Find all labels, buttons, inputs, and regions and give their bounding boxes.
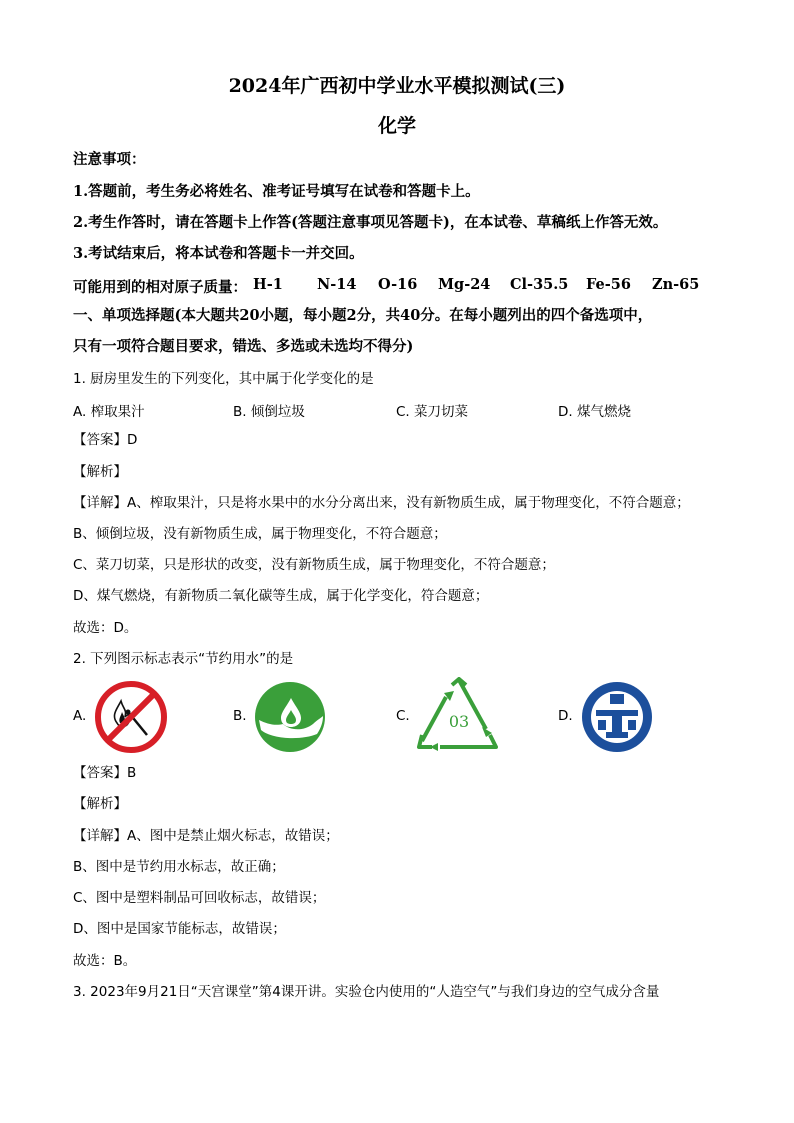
q2-option-a: A. — [73, 708, 87, 724]
q2-analysis-heading: 【解析】 — [73, 796, 127, 812]
water-saving-icon — [253, 680, 327, 754]
q2-stem: 2. 下列图示标志表示“节约用水”的是 — [73, 651, 294, 667]
q1-conclusion: 故选：D。 — [73, 620, 138, 636]
q1-detail-2: B、倾倒垃圾，没有新物质生成，属于物理变化，不符合题意； — [73, 526, 447, 542]
q2-detail-1: 【详解】A、图中是禁止烟火标志，故错误； — [73, 828, 339, 844]
energy-saving-icon — [580, 680, 654, 754]
q1-option-b: B. 倾倒垃圾 — [233, 404, 305, 420]
q1-detail-3: C、菜刀切菜，只是形状的改变，没有新物质生成，属于物理变化，不符合题意； — [73, 557, 555, 573]
q1-option-c: C. 菜刀切菜 — [396, 404, 469, 420]
notice-item-1: 1.答题前，考生务必将姓名、准考证号填写在试卷和答题卡上。 — [73, 183, 480, 200]
atomic-mass-zn: Zn-65 — [652, 276, 700, 293]
q1-detail-4: D、煤气燃烧，有新物质二氧化碳等生成，属于化学变化，符合题意； — [73, 588, 489, 604]
q2-detail-4: D、图中是国家节能标志，故错误； — [73, 921, 286, 937]
q3-stem: 3. 2023年9月21日“天宫课堂”第4课开讲。实验仓内使用的“人造空气”与我们身边的空气成分含量 — [73, 984, 660, 1000]
exam-title: 2024年广西初中学业水平模拟测试(三) — [228, 75, 566, 97]
section-heading-line1: 一、单项选择题(本大题共20小题，每小题2分，共40分。在每小题列出的四个备选项中， — [73, 307, 653, 324]
atomic-mass-label: 可能用到的相对原子质量： — [73, 279, 247, 296]
section-heading-line2: 只有一项符合题目要求，错选、多选或未选均不得分) — [73, 338, 414, 355]
q1-answer: 【答案】D — [73, 432, 138, 448]
q1-detail-1: 【详解】A、榨取果汁，只是将水果中的水分分离出来，没有新物质生成，属于物理变化，不符合题意； — [73, 495, 690, 511]
subject-title: 化学 — [377, 115, 416, 137]
atomic-mass-mg: Mg-24 — [438, 276, 491, 293]
q2-answer: 【答案】B — [73, 765, 137, 781]
atomic-mass-o: O-16 — [378, 276, 418, 293]
q2-option-c: C. — [396, 708, 410, 724]
q2-detail-3: C、图中是塑料制品可回收标志，故错误； — [73, 890, 326, 906]
q1-option-d: D. 煤气燃烧 — [558, 404, 631, 420]
recycle-code: 03 — [448, 712, 470, 731]
q1-analysis-heading: 【解析】 — [73, 464, 127, 480]
q2-option-d: D. — [558, 708, 573, 724]
q2-option-b: B. — [233, 708, 247, 724]
atomic-mass-n: N-14 — [317, 276, 357, 293]
atomic-mass-cl: Cl-35.5 — [510, 276, 569, 293]
q1-option-a: A. 榨取果汁 — [73, 404, 145, 420]
atomic-mass-h: H-1 — [253, 276, 283, 293]
q1-stem: 1. 厨房里发生的下列变化，其中属于化学变化的是 — [73, 371, 374, 387]
notice-item-2: 2.考生作答时，请在答题卡上作答(答题注意事项见答题卡)，在本试卷、草稿纸上作答无效。 — [73, 214, 668, 231]
no-fire-icon — [93, 679, 169, 755]
notice-heading: 注意事项： — [73, 151, 146, 168]
notice-item-3: 3.考试结束后，将本试卷和答题卡一并交回。 — [73, 245, 364, 262]
q2-detail-2: B、图中是节约用水标志，故正确； — [73, 859, 285, 875]
q2-conclusion: 故选：B。 — [73, 953, 137, 969]
recycle-icon — [416, 677, 502, 753]
atomic-mass-fe: Fe-56 — [586, 276, 631, 293]
